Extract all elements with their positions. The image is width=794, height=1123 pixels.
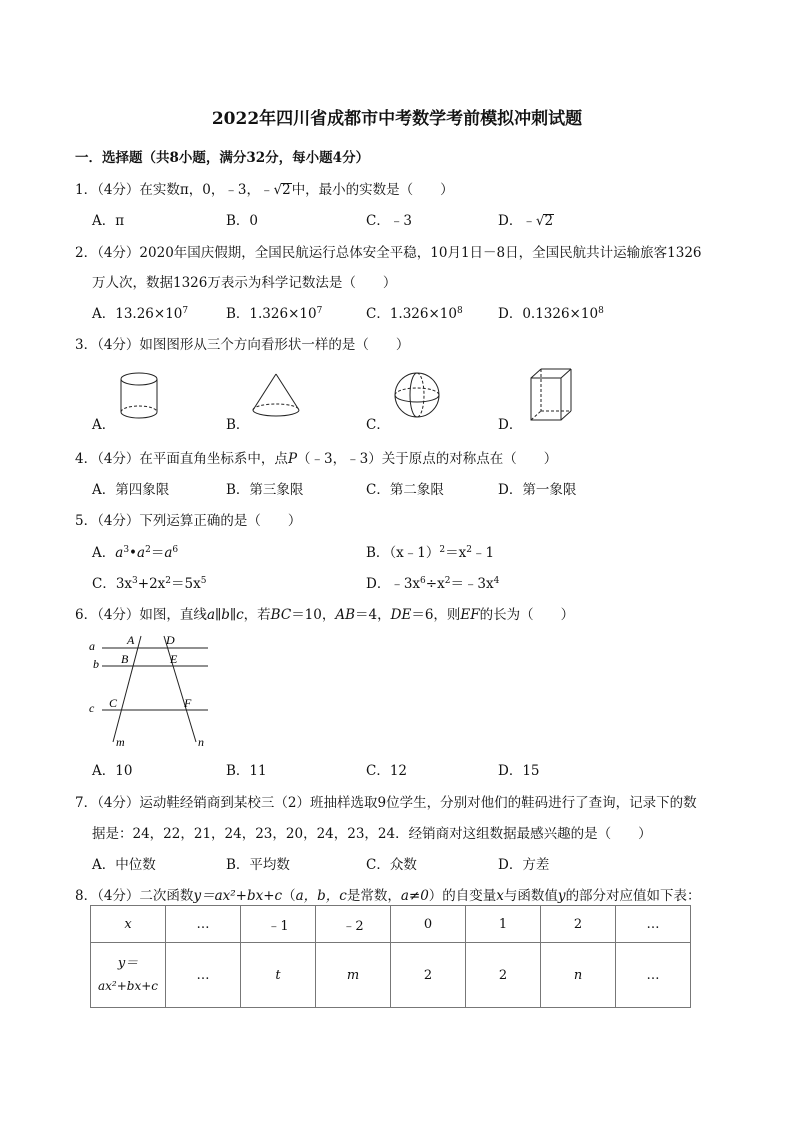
q5-c-label: C．3x [92,576,133,592]
q6-stem-c: ＝10， [291,607,336,623]
label-point-b: B [121,652,129,666]
table-row [91,943,691,1008]
table-cell: 2 [541,906,616,943]
q5-option-d [366,572,499,592]
q5-a-label: A． [92,545,116,561]
q8-stem-c: 是常数， [346,888,401,904]
q8-stem-f: 的部分对应值如下表： [565,888,701,904]
table-cell: 0 [391,906,466,943]
q5-a-var: a [115,545,124,561]
question-7-line2: 据是：24，22，21，24，23，20，24，23，24．经销商对这组数据最感兴趣的是（ ） [92,826,652,842]
q8-stem-d: ）的自变量 [428,888,497,904]
q2-b-base: B．1.326×10 [226,306,317,322]
q5-d-mid: ÷x [425,576,445,592]
q6-stem-e: ＝6，则 [411,607,461,623]
q1-option-d: D．﹣√2 [498,213,554,229]
question-6-stem [75,603,574,623]
question-8-stem [75,884,701,904]
q1-sqrt: √2 [273,182,291,198]
q3-option-c: C． [366,417,390,433]
q5-option-b [366,541,494,561]
q5-c-mid2: ＝5x [171,576,201,592]
table-row-header [91,943,166,1008]
table-cell: ﹣1 [241,906,316,943]
q6-stem-a: 6．（4分）如图，直线 [75,607,207,623]
question-2-line1: 2．（4分）2020年国庆假期，全国民航运行总体安全平稳，10月1日－8日，全国民航共计运输旅客1326 [75,245,702,261]
question-5-stem: 5．（4分）下列运算正确的是（ ） [75,513,302,529]
q4-option-c: C．第二象限 [366,482,444,498]
sphere-figure [392,370,442,420]
q5-b-label: B．（x﹣1） [366,545,440,561]
q2-c-exp: 8 [456,306,463,316]
q5-d-label: D．﹣3x [366,576,421,592]
q2-option-d [498,302,604,322]
q6-stem-d: ＝4， [355,607,391,623]
q2-d-base: D．0.1326×10 [498,306,599,322]
q2-a-exp: 7 [182,306,189,316]
q5-b-mid: ＝x [445,545,467,561]
q6-ab: AB [335,607,356,623]
question-2-line2: 万人次，数据1326万表示为科学记数法是（ ） [92,275,397,291]
table-cell: … [166,906,241,943]
q5-d-mid2: ＝﹣3x [450,576,494,592]
q8-x: x [496,888,504,904]
q5-b-exp2: 2 [466,545,472,555]
q5-b-tail: ﹣1 [471,545,495,561]
section-heading: 一．选择题（共8小题，满分32分，每小题4分） [75,150,370,166]
row-head-line2: ax²+bx+c [97,978,158,993]
label-point-e: E [170,652,178,666]
q1-stem-end: 中，最小的实数是（ ） [291,182,454,198]
q5-d-exp3: 4 [493,576,500,586]
q4-point-p: P [287,451,298,467]
table-cell: ﹣2 [316,906,391,943]
table-cell: t [241,943,316,1008]
q5-c-exp3: 5 [200,576,207,586]
table-cell: 1 [466,906,541,943]
label-b: b [93,657,99,671]
q6-option-b: B．11 [226,763,267,779]
q8-abc: a，b，c [295,888,347,904]
q1-d-label: D．﹣ [498,213,536,229]
q6-de: DE [390,607,412,623]
label-point-f: F [184,696,192,710]
q2-b-exp: 7 [316,306,323,316]
cone-figure [250,372,302,420]
q6-parallel: a∥b∥c [206,607,244,623]
q2-c-base: C．1.326×10 [366,306,457,322]
page-title: 2022年四川省成都市中考数学考前模拟冲刺试题 [211,109,583,129]
q1-neg-sign: ﹣ [259,182,274,198]
label-line-n: n [198,735,204,749]
q7-option-d: D．方差 [498,857,550,873]
q4-option-b: B．第三象限 [226,482,304,498]
q6-option-a: A．10 [92,763,133,779]
q6-option-d: D．15 [498,763,540,779]
q1-d-radicand: 2 [544,213,554,229]
table-cell: … [616,906,691,943]
parallel-lines-figure [86,630,216,752]
question-7-line1: 7．（4分）运动鞋经销商到某校三（2）班抽样选取9位学生，分别对他们的鞋码进行了查询，记录下的数 [75,795,697,811]
q6-stem-b: ，若 [243,607,271,623]
q1-stem-part: 1．（4分）在实数π，0，﹣3， [75,182,260,198]
q1-option-c: C．﹣3 [366,213,412,229]
q2-option-a [92,302,188,322]
q5-option-c [92,572,206,592]
q4-stem-b: （﹣3，﹣3）关于原点的对称点在（ ） [297,451,558,467]
q8-stem-e: 与函数值 [503,888,558,904]
question-3-stem: 3．（4分）如图图形从三个方向看形状一样的是（ ） [75,337,410,353]
q3-option-b: B． [226,417,250,433]
q7-option-c: C．众数 [366,857,417,873]
q5-c-exp2: 2 [165,576,172,586]
label-point-a: A [127,633,135,647]
q3-option-d: D． [498,417,523,433]
label-a: a [89,639,95,653]
q2-a-base: A．13.26×10 [92,306,183,322]
q4-option-a: A．第四象限 [92,482,170,498]
q1-radicand: 2 [282,182,291,198]
q5-a-exp2: 2 [145,545,151,555]
q5-a-exp1: 3 [123,545,130,555]
q2-option-c [366,302,463,322]
q1-option-a: A．π [92,213,125,229]
q1-option-b: B．0 [226,213,259,229]
q5-a-exp3: 6 [172,545,179,555]
table-cell: x [91,906,166,943]
q7-option-b: B．平均数 [226,857,290,873]
q5-a-dot: • [129,545,138,561]
q5-d-exp2: 2 [444,576,451,586]
q8-value-table [90,905,691,1008]
table-cell: m [316,943,391,1008]
q2-d-exp: 8 [598,306,604,316]
q8-function: y＝ax²+bx+c [193,888,283,904]
table-cell: n [541,943,616,1008]
q5-a-var2: a [137,545,146,561]
table-cell: 2 [391,943,466,1008]
row-head-line1: y＝ [117,955,139,971]
q5-c-mid1: +2x [137,576,166,592]
q5-c-exp1: 3 [132,576,138,586]
label-point-c: C [109,696,118,710]
q5-option-a [92,541,178,561]
cuboid-figure [528,366,574,424]
label-point-d: D [166,633,175,647]
question-4-stem [75,447,557,467]
table-cell: … [166,943,241,1008]
q8-a-ne: a≠0 [400,888,429,904]
q2-option-b [226,302,322,322]
table-cell: 2 [466,943,541,1008]
q6-ef: EF [460,607,480,623]
q6-option-c: C．12 [366,763,408,779]
question-1-stem [75,178,454,198]
q5-a-var3: a [164,545,173,561]
table-cell: … [616,943,691,1008]
q8-y: y [557,888,566,904]
cylinder-figure [118,370,162,422]
q3-option-a: A． [92,417,116,433]
q8-stem-a: 8．（4分）二次函数 [75,888,194,904]
q7-option-a: A．中位数 [92,857,156,873]
q5-a-eq: ＝ [150,545,165,561]
table-row [91,906,691,943]
q4-option-d: D．第一象限 [498,482,577,498]
q8-stem-b: （ [282,888,296,904]
q5-d-exp1: 6 [420,576,426,586]
label-c: c [89,701,95,715]
q6-stem-f: 的长为（ ） [479,607,575,623]
q5-b-exp1: 2 [439,545,446,555]
q6-bc: BC [270,607,292,623]
label-line-m: m [116,735,125,749]
q4-stem-a: 4．（4分）在平面直角坐标系中，点 [75,451,288,467]
